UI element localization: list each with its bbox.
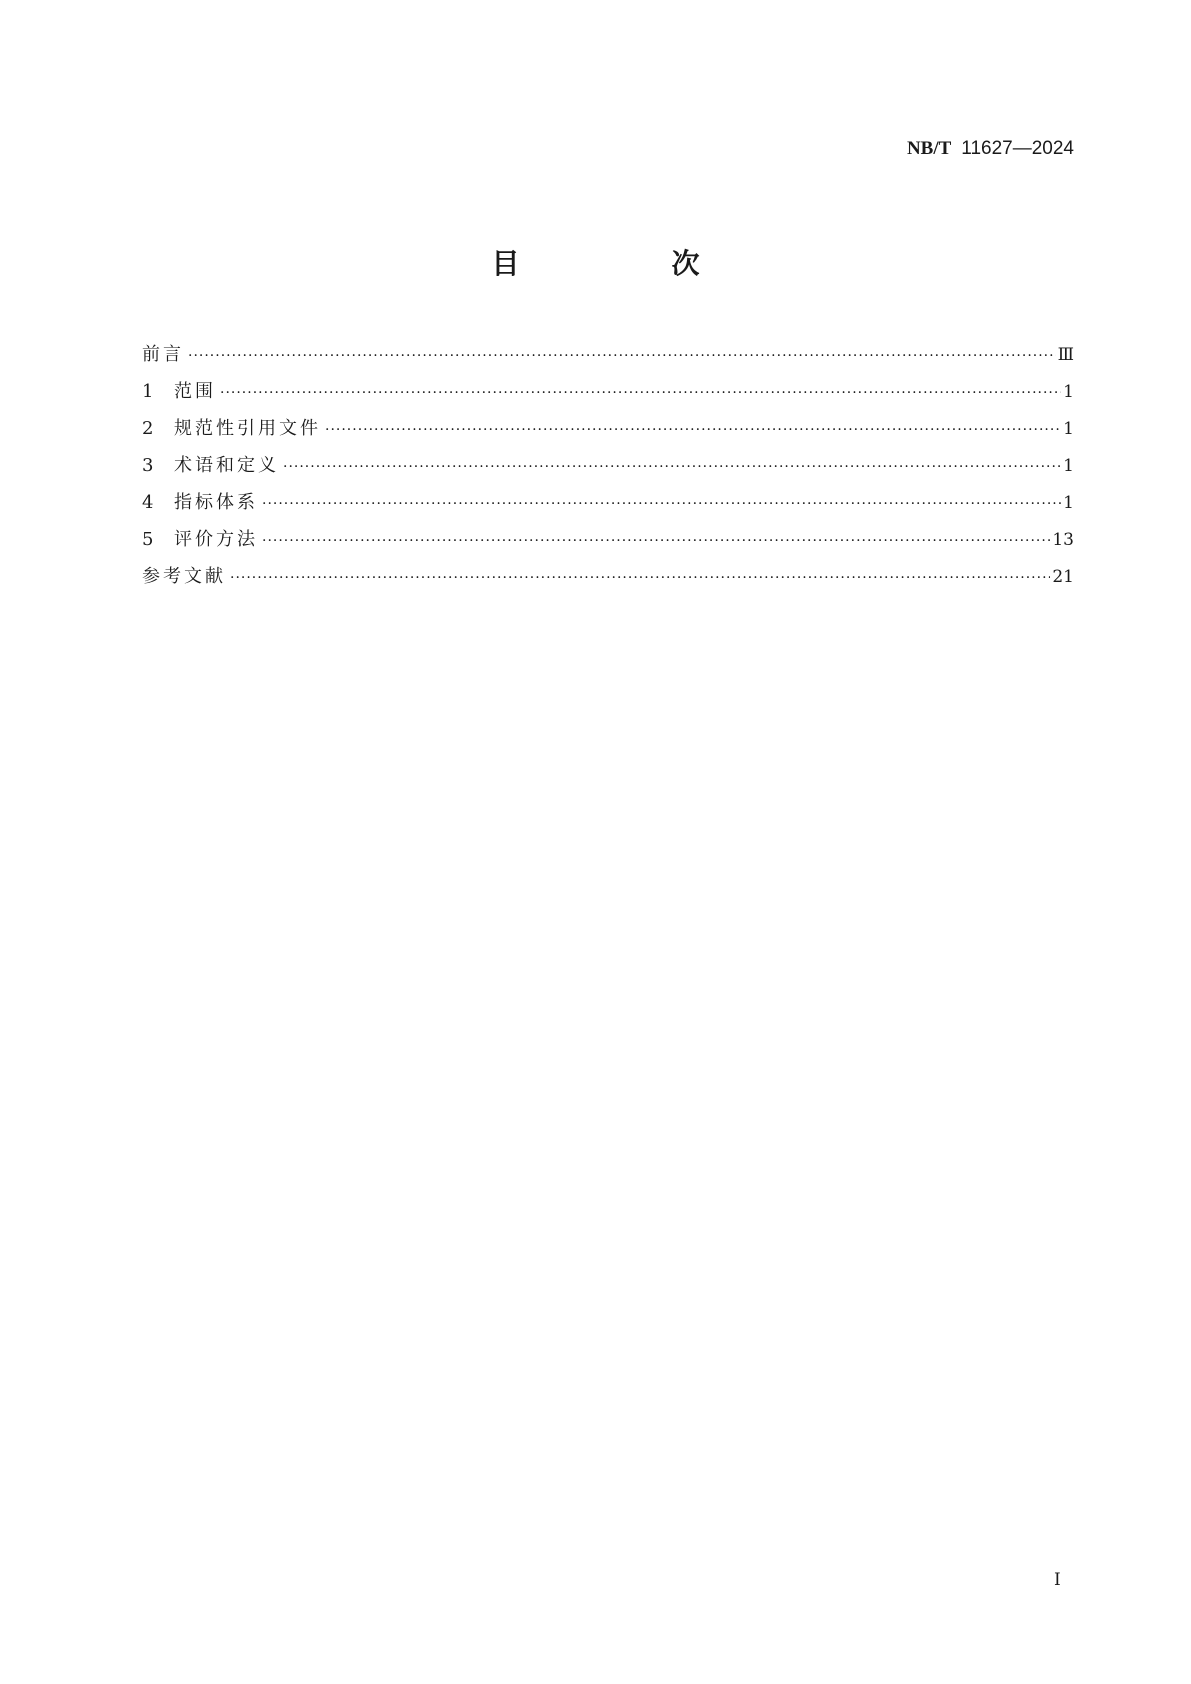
toc-dot-leader (262, 496, 1061, 512)
toc-entry-label: 前言 (142, 344, 184, 365)
toc-entry-label: 指标体系 (174, 492, 258, 513)
toc-dot-leader (188, 348, 1056, 364)
toc-entry-scope[interactable] (142, 377, 1074, 414)
toc-entry-page: Ⅲ (1057, 345, 1074, 365)
toc-dot-leader (220, 385, 1061, 401)
toc-entry-label: 规范性引用文件 (174, 418, 321, 439)
toc-entry-page: 1 (1063, 382, 1074, 402)
toc-entry-number: 2 (142, 418, 154, 439)
toc-entry-foreword[interactable] (142, 340, 1074, 377)
toc-dot-leader (262, 533, 1050, 549)
toc-entry-label: 范围 (174, 381, 216, 402)
toc-dot-leader (230, 570, 1050, 586)
toc-entry-number: 5 (142, 529, 154, 550)
toc-dot-leader (325, 422, 1061, 438)
toc-entry-page: 13 (1052, 530, 1074, 550)
toc-entry-page: 1 (1063, 456, 1074, 476)
toc-entry-number: 3 (142, 455, 154, 476)
toc-entry-label: 评价方法 (174, 529, 258, 550)
page-number: I (1054, 1570, 1061, 1590)
table-of-contents (142, 340, 1074, 599)
toc-entry-number: 4 (142, 492, 154, 513)
standard-code (907, 138, 1074, 160)
toc-entry-bibliography[interactable] (142, 562, 1074, 599)
toc-entry-terms-definitions[interactable] (142, 451, 1074, 488)
toc-entry-indicator-system[interactable] (142, 488, 1074, 525)
standard-code-number: 11627—2024 (961, 138, 1074, 159)
toc-dot-leader (283, 459, 1061, 475)
standard-code-prefix: NB/T (906, 138, 952, 159)
toc-entry-page: 1 (1063, 493, 1074, 513)
toc-entry-label: 术语和定义 (174, 455, 279, 476)
toc-entry-number: 1 (142, 381, 154, 402)
toc-title: 目 次 (491, 247, 762, 280)
toc-entry-page: 21 (1052, 567, 1074, 587)
toc-entry-evaluation-method[interactable] (142, 525, 1074, 562)
toc-entry-label: 参考文献 (142, 566, 226, 587)
toc-entry-normative-references[interactable] (142, 414, 1074, 451)
toc-entry-page: 1 (1063, 419, 1074, 439)
